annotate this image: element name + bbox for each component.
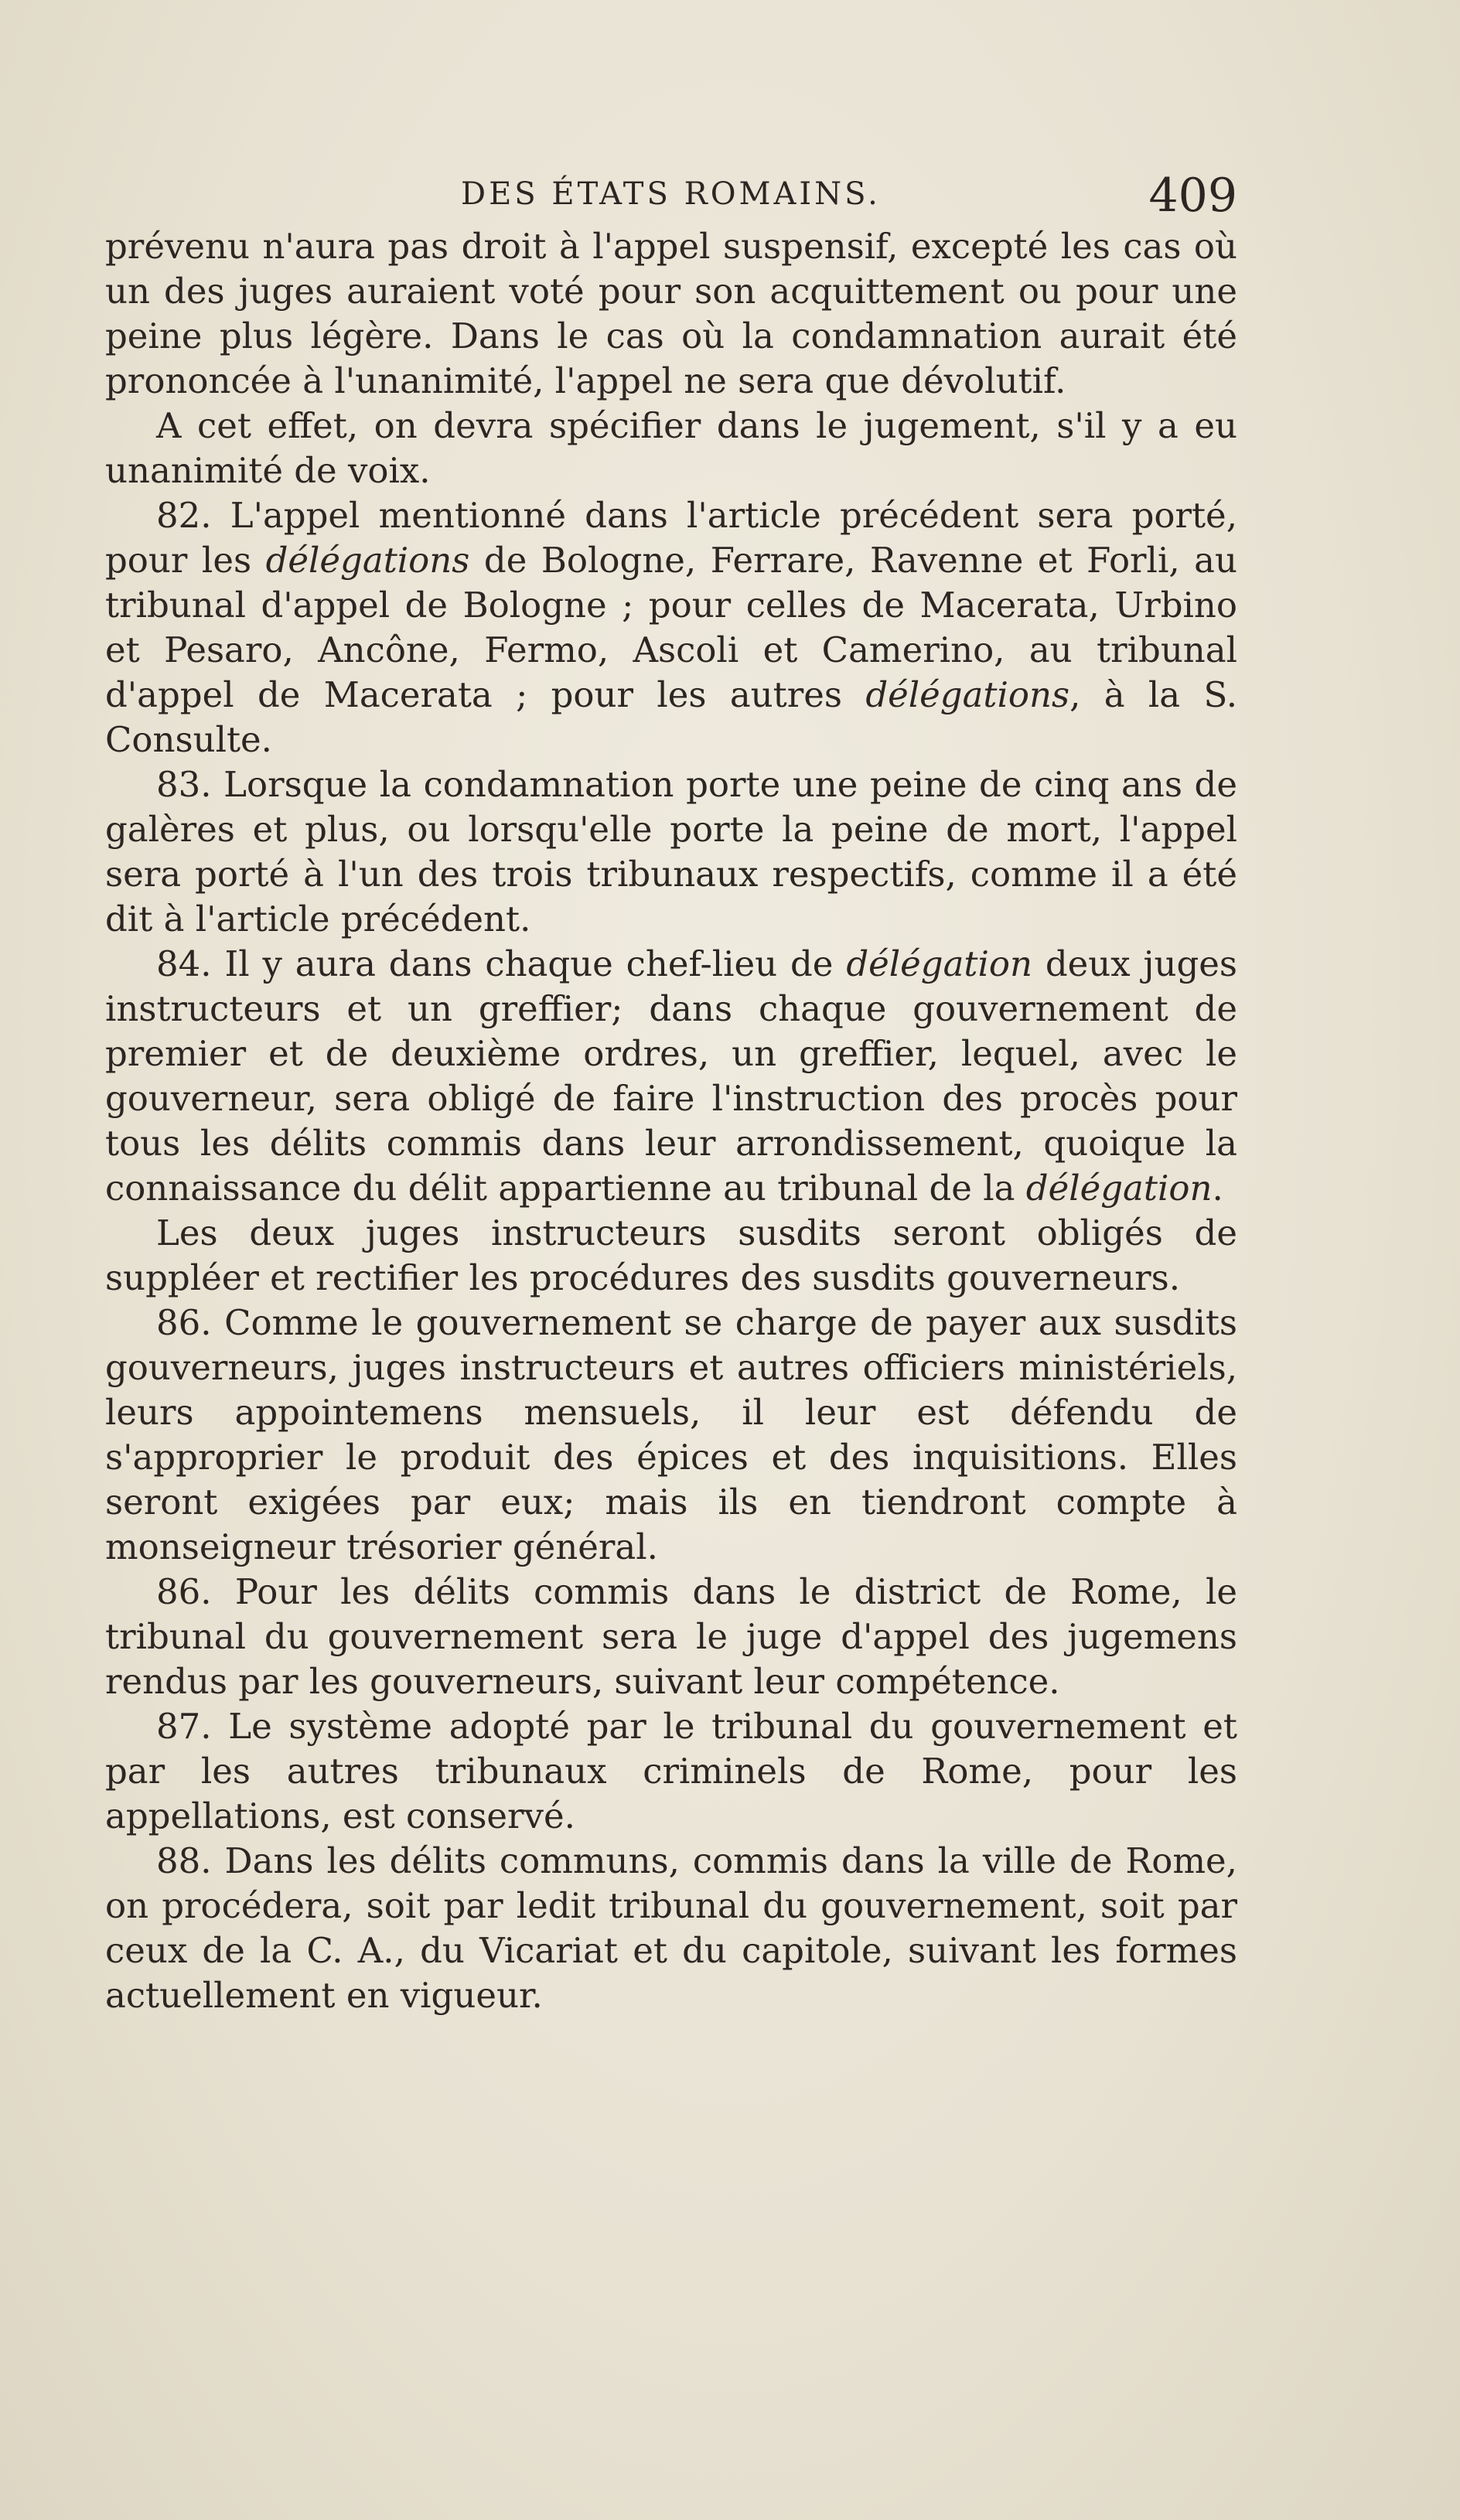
article-number: 86. <box>156 1302 212 1343</box>
paragraph-text: Comme le gouvernement se charge de payer aux susdits gouverneurs, juges instructeurs et autres officiers ministériels, leurs appointemens mensuels, il leur est défendu de s'approprier le produit des épices et des inquisitions. Elles seront exigées par eux; mais ils en tiendront compte à monseigneur trésorier général. <box>105 1302 1237 1567</box>
paragraph-instructeurs <box>105 1211 1237 1301</box>
paragraph-text: A cet effet, on devra spécifier dans le jugement, s'il y a eu unanimité de voix. <box>105 405 1237 491</box>
paragraph-text: Les deux juges instructeurs susdits seront obligés de suppléer et rectifier les procédures des susdits gouverneurs. <box>105 1212 1237 1298</box>
page-number: 409 <box>1148 169 1237 223</box>
italic-term: délégation <box>1025 1168 1213 1209</box>
italic-term: délégations <box>865 674 1070 715</box>
paragraph-text: prévenu n'aura pas droit à l'appel suspensif, excepté les cas où un des juges auraient voté pour son acquittement ou pour une peine plus légère. Dans le cas où la condamnation aurait été prononcée à l'unanimité, l'appel ne sera que dévolutif. <box>105 226 1237 401</box>
paragraph-text: deux juges instructeurs et un greffier; dans chaque gouvernement de premier et de deuxième ordres, un greffier, lequel, avec le gouverneur, sera obligé de faire l'instruction des procès pour tous les délits commis dans leur arrondissement, quoique la connaissance du délit appartienne au tribunal de la <box>105 943 1237 1209</box>
article-number: 83. <box>156 764 212 805</box>
paragraph-text: , à la S. Consulte. <box>105 674 1238 760</box>
article-number: 87. <box>156 1706 212 1747</box>
running-title: DES ÉTATS ROMAINS. <box>461 176 881 212</box>
paragraph-text: Il y aura dans chaque chef-lieu de <box>224 943 834 984</box>
paragraph-text: L'appel mentionné dans l'article précédent sera porté, pour les <box>105 495 1237 581</box>
paragraph-text: de Bologne, Ferrare, Ravenne et Forli, au tribunal d'appel de Bologne ; pour celles de Macerata, Urbino et Pesaro, Ancône, Fermo, Ascoli et Camerino, au tribunal d'appel de Macerata ; pour les autres <box>105 540 1237 715</box>
article-87 <box>105 1704 1237 1839</box>
paragraph-text: Le système adopté par le tribunal du gouvernement et par les autres tribunaux criminels de Rome, pour les appellations, est conservé. <box>105 1706 1237 1836</box>
paragraph-text: Pour les délits commis dans le district de Rome, le tribunal du gouvernement sera le juge d'appel des jugemens rendus par les gouverneurs, suivant leur compétence. <box>105 1571 1237 1702</box>
article-number: 82. <box>156 495 212 536</box>
article-number: 84. <box>156 943 212 984</box>
paragraph-unanimity <box>105 404 1237 493</box>
article-84 <box>105 942 1237 1211</box>
article-number: 88. <box>156 1840 212 1881</box>
article-83 <box>105 762 1237 942</box>
italic-term: délégations <box>265 540 470 581</box>
running-head <box>105 169 1237 223</box>
italic-term: délégation <box>846 943 1032 984</box>
article-number: 86. <box>156 1571 212 1612</box>
article-86-b <box>105 1570 1237 1704</box>
paragraph-text: Lorsque la condamnation porte une peine de cinq ans de galères et plus, ou lorsqu'elle porte la peine de mort, l'appel sera porté à l'un des trois tribunaux respectifs, comme il a été dit à l'article précédent. <box>105 764 1237 939</box>
article-82 <box>105 493 1237 762</box>
article-86-a <box>105 1301 1237 1570</box>
article-88 <box>105 1839 1237 2018</box>
paragraph-text: Dans les délits communs, commis dans la ville de Rome, on procédera, soit par ledit tribunal du gouvernement, soit par ceux de la C. A., du Vicariat et du capitole, suivant les formes actuellement en vigueur. <box>105 1840 1237 2016</box>
paragraph-text: . <box>1212 1168 1223 1209</box>
body-text <box>105 224 1237 2018</box>
paragraph-continuation <box>105 224 1237 404</box>
